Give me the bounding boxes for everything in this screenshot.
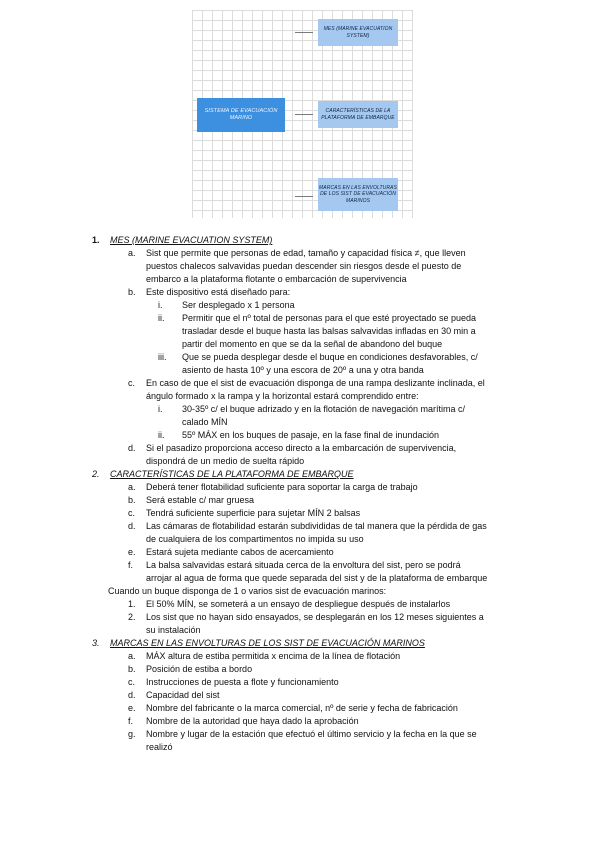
section-number: 2. xyxy=(92,469,100,479)
list-text: La balsa salvavidas estará situada cerca de la envoltura del sist, pero se podrá xyxy=(146,560,461,570)
list-label: a. xyxy=(128,651,136,661)
list-text: El 50% MÍN, se someterá a un ensayo de despliegue después de instalarlos xyxy=(146,599,451,609)
diagram-node-plataforma: CARACTERÍSTICAS DE LA PLATAFORMA DE EMBARQUE xyxy=(318,101,398,128)
list-text: MÁX altura de estiba permitida x encima de la línea de flotación xyxy=(146,651,401,661)
list-text: partir del momento en que se da la señal de abandono del buque xyxy=(182,339,443,349)
list-text: Nombre y lugar de la estación que efectuó el último servicio y la fecha en la que se xyxy=(146,729,477,739)
list-label: i. xyxy=(158,404,163,414)
list-label: g. xyxy=(128,729,136,739)
list-text: Sist que permite que personas de edad, tamaño y capacidad física ≠, que lleven xyxy=(146,248,466,258)
list-label: b. xyxy=(128,664,136,674)
list-text: ángulo formado x la rampa y la horizontal estará comprendido entre: xyxy=(146,391,419,401)
list-label: f. xyxy=(128,716,134,726)
list-label: a. xyxy=(128,248,136,258)
list-label: ii. xyxy=(158,313,165,323)
list-label: b. xyxy=(128,287,136,297)
list-text: Capacidad del sist xyxy=(146,690,220,700)
section-title: CARACTERÍSTICAS DE LA PLATAFORMA DE EMBARQUE xyxy=(110,469,354,479)
list-label: iii. xyxy=(158,352,167,362)
connector-line xyxy=(295,196,313,197)
list-text: calado MÍN xyxy=(182,417,228,427)
list-text: Estará sujeta mediante cabos de acercamiento xyxy=(146,547,334,557)
list-text: 55º MÁX en los buques de pasaje, en la fase final de inundación xyxy=(182,430,439,440)
list-label: f. xyxy=(128,560,134,570)
list-label: a. xyxy=(128,482,136,492)
list-text: de cualquiera de los compartimentos no impida su uso xyxy=(146,534,364,544)
list-text: Posición de estiba a bordo xyxy=(146,664,253,674)
list-text: Tendrá suficiente superficie para sujetar MÍN 2 balsas xyxy=(146,508,361,518)
list-label: 1. xyxy=(128,599,136,609)
list-label: e. xyxy=(128,547,136,557)
list-text: 30-35º c/ el buque adrizado y en la flotación de navegación marítima c/ xyxy=(182,404,465,414)
list-text: puestos chalecos salvavidas puedan descender sin riesgos desde el puesto de xyxy=(146,261,462,271)
list-text: Instrucciones de puesta a flote y funcionamiento xyxy=(146,677,339,687)
connector-line xyxy=(295,32,313,33)
list-text: Ser desplegado x 1 persona xyxy=(182,300,295,310)
list-label: c. xyxy=(128,378,136,388)
section-number: 1. xyxy=(92,235,100,245)
list-text: Este dispositivo está diseñado para: xyxy=(146,287,291,297)
list-label: ii. xyxy=(158,430,165,440)
list-text: Que se pueda desplegar desde el buque en condiciones desfavorables, c/ xyxy=(182,352,478,362)
list-text: su instalación xyxy=(146,625,201,635)
list-text: Si el pasadizo proporciona acceso directo a la embarcación de supervivencia, xyxy=(146,443,457,453)
list-label: c. xyxy=(128,508,136,518)
mind-map-diagram xyxy=(192,10,413,218)
list-label: i. xyxy=(158,300,163,310)
list-label: d. xyxy=(128,690,136,700)
list-text: embarco a la plataforma flotante o embarcación de supervivencia xyxy=(146,274,407,284)
section-number: 3. xyxy=(92,638,100,648)
list-text: dispondrá de un medio de suelta rápido xyxy=(146,456,305,466)
section-title: MARCAS EN LAS ENVOLTURAS DE LOS SIST DE EVACUACIÓN MARINOS xyxy=(110,638,425,648)
list-label: d. xyxy=(128,443,136,453)
diagram-node-marcas: MARCAS EN LAS ENVOLTURAS DE LOS SIST DE EVACUACIÓN MARINOS xyxy=(318,178,398,211)
diagram-node-mes: MES (MARINE EVACUATION SYSTEM) xyxy=(318,19,398,46)
diagram-main-node: SISTEMA DE EVACUACIÓN MARINO xyxy=(197,98,285,132)
list-label: c. xyxy=(128,677,136,687)
list-text: arrojar al agua de forma que quede separada del sist y de la plataforma de embarque xyxy=(146,573,488,583)
connector-line xyxy=(295,114,313,115)
list-text: En caso de que el sist de evacuación disponga de una rampa deslizante inclinada, el xyxy=(146,378,485,388)
list-text: Los sist que no hayan sido ensayados, se desplegarán en los 12 meses siguientes a xyxy=(146,612,484,622)
paragraph-text: Cuando un buque disponga de 1 o varios sist de evacuación marinos: xyxy=(108,586,387,596)
list-text: Permitir que el nº total de personas para el que esté proyectado se pueda xyxy=(182,313,476,323)
list-text: Nombre del fabricante o la marca comercial, nº de serie y fecha de fabricación xyxy=(146,703,458,713)
section-title: MES (MARINE EVACUATION SYSTEM) xyxy=(110,235,273,245)
list-text: Las cámaras de flotabilidad estarán subdivididas de tal manera que la pérdida de gas xyxy=(146,521,487,531)
list-label: b. xyxy=(128,495,136,505)
list-text: trasladar desde el buque hasta las balsas salvavidas infladas en 30 min a xyxy=(182,326,476,336)
list-label: 2. xyxy=(128,612,136,622)
list-text: Será estable c/ mar gruesa xyxy=(146,495,255,505)
list-text: realizó xyxy=(146,742,173,752)
list-label: d. xyxy=(128,521,136,531)
list-text: Nombre de la autoridad que haya dado la aprobación xyxy=(146,716,359,726)
list-label: e. xyxy=(128,703,136,713)
list-text: Deberá tener flotabilidad suficiente para soportar la carga de trabajo xyxy=(146,482,418,492)
list-text: asiento de hasta 10º y una escora de 20º a una y otra banda xyxy=(182,365,424,375)
